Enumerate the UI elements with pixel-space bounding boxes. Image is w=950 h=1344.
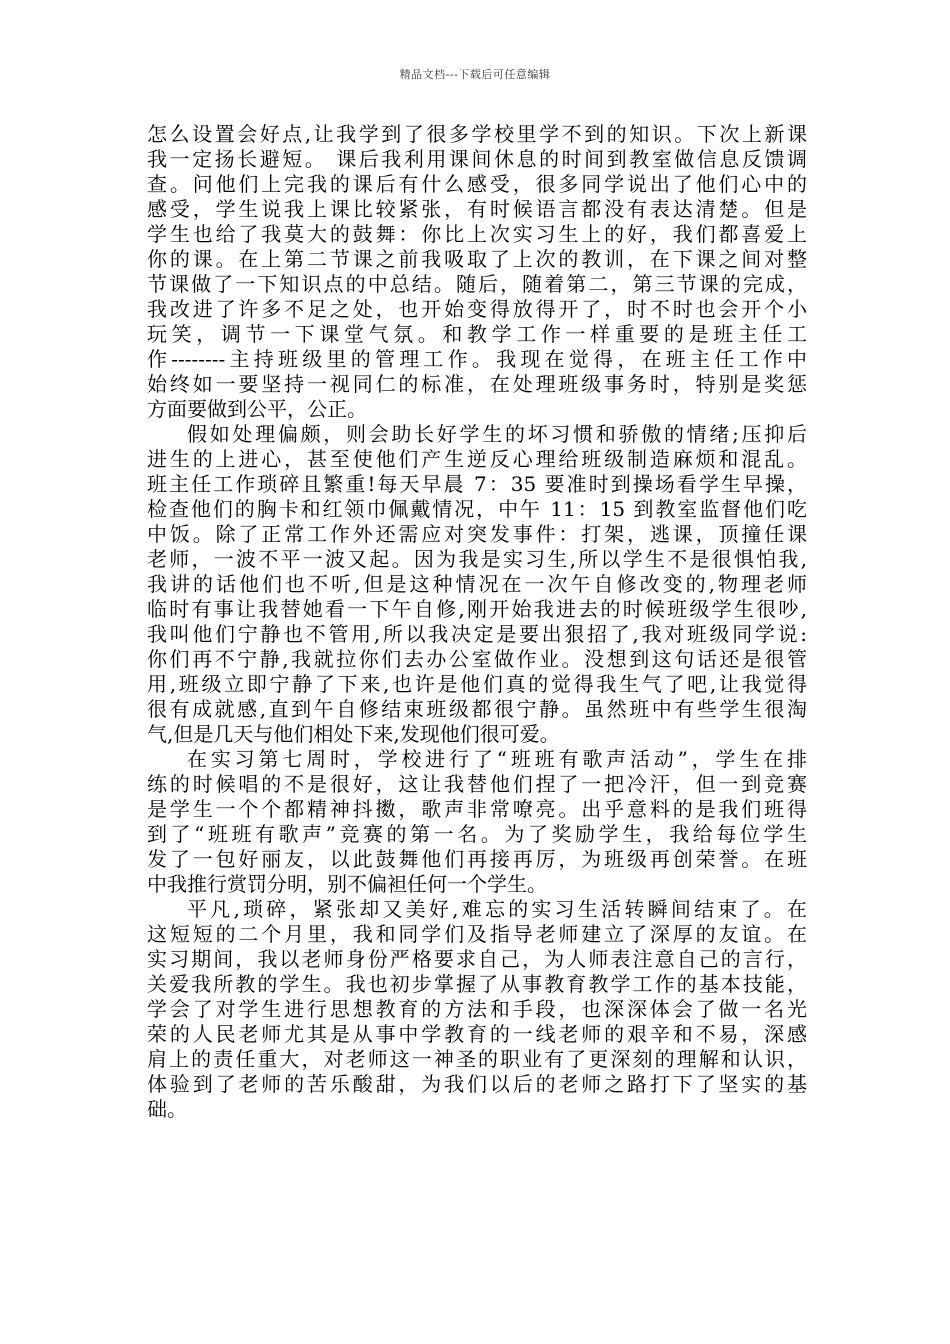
text-line: 临时有事让我替她看一下午自修,刚开始我进去的时候班级学生很吵, (147, 597, 807, 621)
text-line: 我讲的话他们也不听,但是这种情况在一次午自修改变的,物理老师 (147, 572, 807, 596)
text-line: 这短短的二个月里，我和同学们及指导老师建立了深厚的友谊。在 (147, 922, 807, 946)
text-line: 荣的人民老师尤其是从事中学教育的一线老师的艰辛和不易，深感 (147, 1022, 807, 1046)
text-line: 肩上的责任重大，对老师这一神圣的职业有了更深刻的理解和认识， (147, 1047, 807, 1071)
text-line: 进生的上进心，甚至使他们产生逆反心理给班级制造麻烦和混乱。 (147, 447, 807, 471)
text-line: 体验到了老师的苦乐酸甜，为我们以后的老师之路打下了坚实的基 (147, 1072, 807, 1096)
text-line: 我改进了许多不足之处，也开始变得放得开了，时不时也会开个小 (147, 297, 807, 321)
page-header: 精品文档---下载后可任意编辑 (399, 68, 551, 81)
text-line: 始终如一要坚持一视同仁的标准，在处理班级事务时，特别是奖惩 (147, 372, 807, 396)
text-line: 感受，学生说我上课比较紧张，有时候语言都没有表达清楚。但是 (147, 197, 807, 221)
text-line: 玩笑，调节一下课堂气氛。和教学工作一样重要的是班主任工 (147, 322, 807, 346)
text-line: 练的时候唱的不是很好，这让我替他们捏了一把冷汗，但一到竞赛 (147, 772, 807, 796)
text-line: 假如处理偏颇，则会助长好学生的坏习惯和骄傲的情绪;压抑后 (187, 422, 807, 446)
text-line: 用,班级立即宁静了下来,也许是他们真的觉得我生气了吧,让我觉得 (147, 672, 807, 696)
text-line: 实习期间，我以老师身份严格要求自己，为人师表注意自己的言行， (147, 947, 807, 971)
text-line: 我一定扬长避短。 课后我利用课间休息的时间到教室做信息反馈调 (147, 147, 807, 171)
paragraph-4 (147, 897, 807, 1122)
text-line: 怎么设置会好点,让我学到了很多学校里学不到的知识。下次上新课 (147, 122, 807, 146)
text-line: 关爱我所教的学生。我也初步掌握了从事教育教学工作的基本技能， (147, 972, 807, 996)
text-line: 到了“班班有歌声”竞赛的第一名。为了奖励学生，我给每位学生 (147, 822, 807, 846)
text-line: 学会了对学生进行思想教育的方法和手段，也深深体会了做一名光 (147, 997, 807, 1021)
text-line: 检查他们的胸卡和红领巾佩戴情况，中午 11：15 到教室监督他们吃 (147, 497, 807, 521)
text-line: 气,但是几天与他们相处下来,发现他们很可爱。 (147, 722, 560, 746)
text-line: 中饭。除了正常工作外还需应对突发事件：打架，逃课，顶撞任课 (147, 522, 807, 546)
text-line: 我叫他们宁静也不管用,所以我决定是要出狠招了,我对班级同学说: (147, 622, 807, 646)
text-line: 发了一包好丽友，以此鼓舞他们再接再厉，为班级再创荣誉。在班 (147, 847, 807, 871)
text-line: 在实习第七周时，学校进行了“班班有歌声活动”，学生在排 (187, 747, 807, 771)
text-line: 很有成就感,直到午自修结束班级都很宁静。虽然班中有些学生很淘 (147, 697, 807, 721)
text-line: 老师，一波不平一波又起。因为我是实习生,所以学生不是很惧怕我, (147, 547, 807, 571)
text-line: 平凡,琐碎，紧张却又美好,难忘的实习生活转瞬间结束了。在 (187, 897, 807, 921)
text-line: 你的课。在上第二节课之前我吸取了上次的教训，在下课之间对整 (147, 247, 807, 271)
text-line: 学生也给了我莫大的鼓舞：你比上次实习生上的好，我们都喜爱上 (147, 222, 807, 246)
text-line: 你们再不宁静,我就拉你们去办公室做作业。没想到这句话还是很管 (147, 647, 807, 671)
text-line: 作--------主持班级里的管理工作。我现在觉得，在班主任工作中 (147, 347, 807, 371)
body-text (147, 122, 807, 1122)
text-line: 础。 (147, 1097, 187, 1121)
text-line: 是学生一个个都精神抖擞，歌声非常嘹亮。出乎意料的是我们班得 (147, 797, 807, 821)
text-line: 方面要做到公平，公正。 (147, 397, 367, 421)
text-line: 节课做了一下知识点的中总结。随后，随着第二，第三节课的完成， (147, 272, 807, 296)
text-line: 查。问他们上完我的课后有什么感受，很多同学说出了他们心中的 (147, 172, 807, 196)
paragraph-3 (147, 747, 807, 897)
text-line: 班主任工作琐碎且繁重!每天早晨 7：35 要准时到操场看学生早操， (147, 472, 807, 496)
text-line: 中我推行赏罚分明，别不偏袒任何一个学生。 (147, 872, 547, 896)
paragraph-1 (147, 122, 807, 422)
paragraph-2 (147, 422, 807, 747)
